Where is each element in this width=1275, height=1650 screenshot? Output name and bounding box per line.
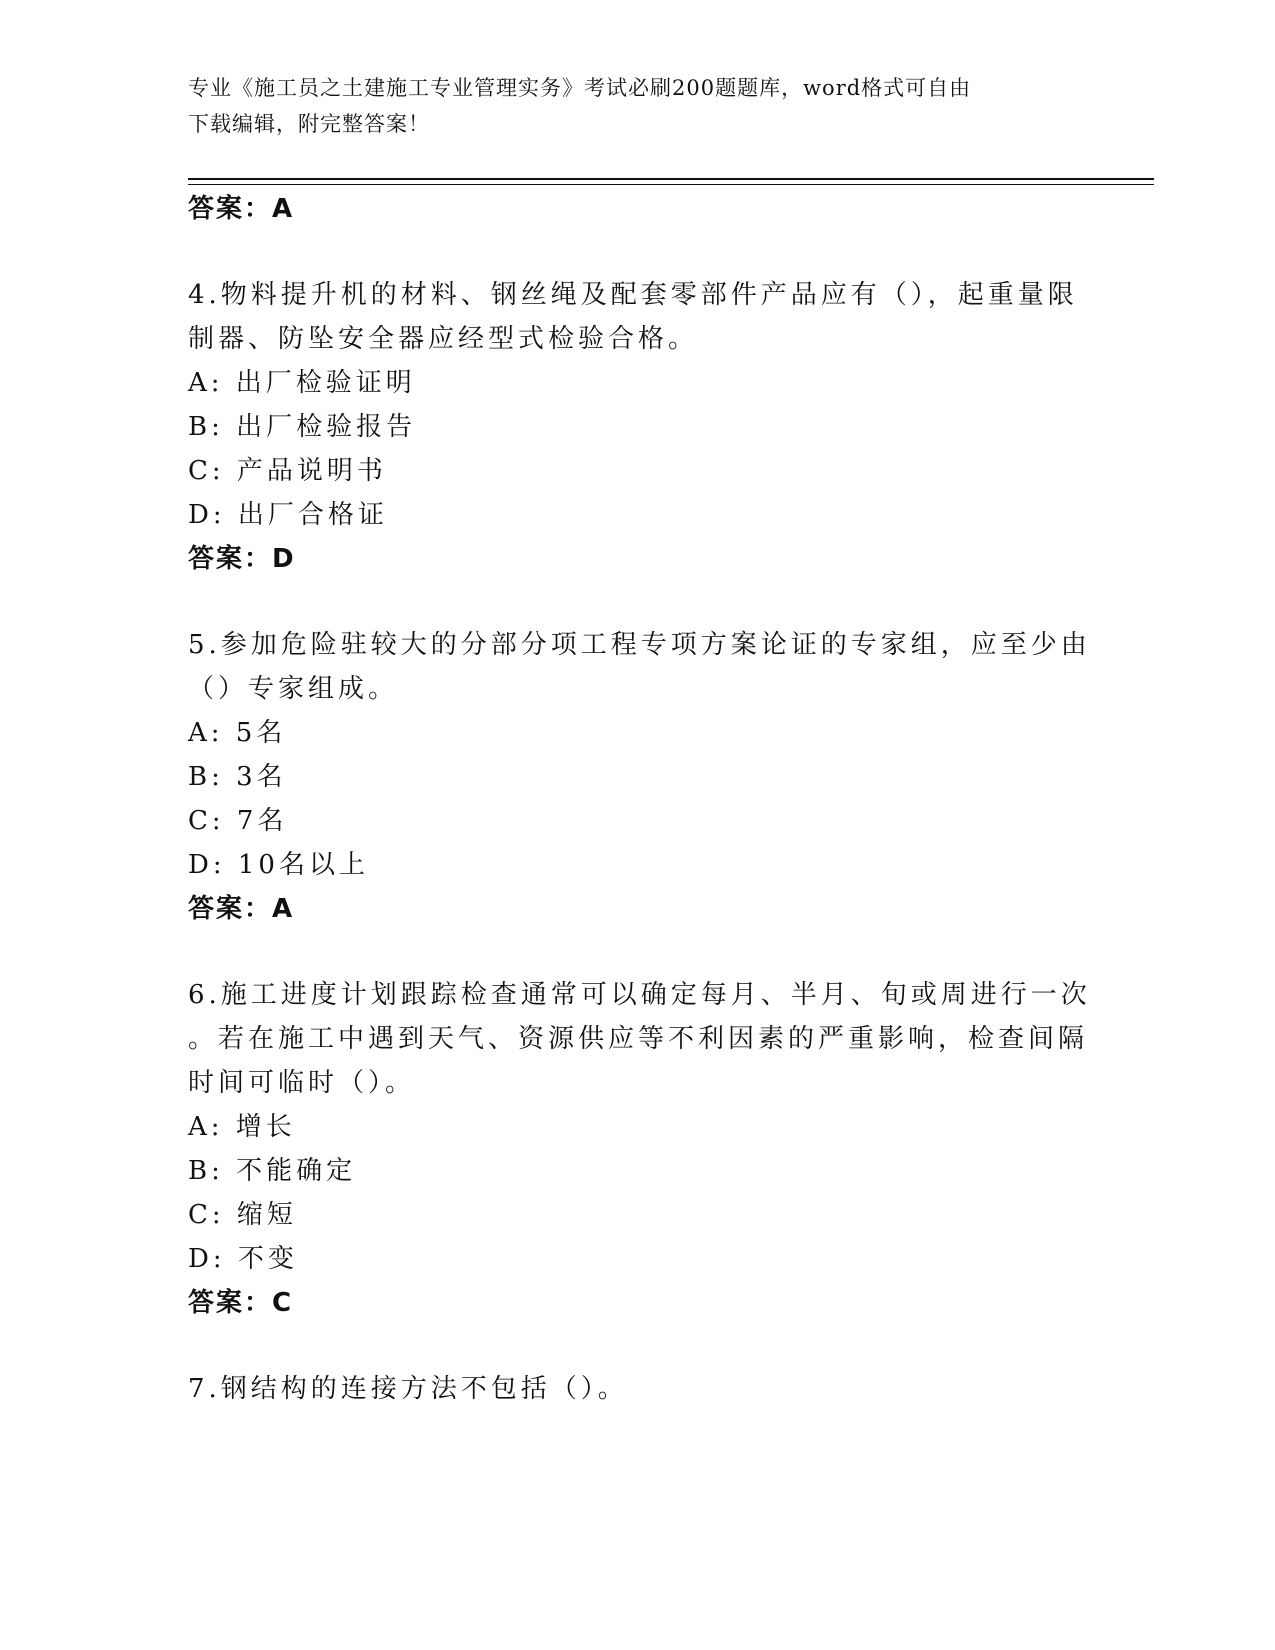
- q5-option-c: C: 7名: [188, 806, 288, 836]
- header-line-2: 下载编辑，附完整答案！: [188, 112, 430, 136]
- q6-option-b: B: 不能确定: [188, 1156, 357, 1186]
- q5-stem-line-1: 5.参加危险驻较大的分部分项工程专项方案论证的专家组，应至少由: [188, 630, 1091, 660]
- header-rule-thin: [188, 184, 1154, 185]
- q6-stem-line-3: 时间可临时（）。: [188, 1068, 416, 1098]
- answer-prev: 答案：A: [188, 194, 295, 224]
- q5-option-d: D: 10名以上: [188, 850, 369, 880]
- q4-option-a: A: 出厂检验证明: [188, 368, 416, 398]
- q4-stem-line-1: 4.物料提升机的材料、钢丝绳及配套零部件产品应有（），起重量限: [188, 280, 1078, 310]
- q6-stem-line-2: 。若在施工中遇到天气、资源供应等不利因素的严重影响，检查间隔: [188, 1024, 1089, 1054]
- q6-answer: 答案：C: [188, 1288, 294, 1318]
- q5-answer: 答案：A: [188, 894, 295, 924]
- q5-option-b: B: 3名: [188, 762, 287, 792]
- q4-option-d: D: 出厂合格证: [188, 500, 388, 530]
- q4-stem-line-2: 制器、防坠安全器应经型式检验合格。: [188, 324, 699, 354]
- q6-option-c: C: 缩短: [188, 1200, 297, 1230]
- q5-stem-line-2: （）专家组成。: [188, 674, 399, 704]
- q4-answer: 答案：D: [188, 544, 296, 574]
- q5-option-a: A: 5名: [188, 718, 287, 748]
- document-header: [188, 70, 1088, 142]
- q6-option-a: A: 增长: [188, 1112, 296, 1142]
- q6-stem-line-1: 6.施工进度计划跟踪检查通常可以确定每月、半月、旬或周进行一次: [188, 980, 1091, 1010]
- header-line-1: 专业《施工员之土建施工专业管理实务》考试必刷200题题库，word格式可自由: [188, 76, 972, 100]
- q6-option-d: D: 不变: [188, 1244, 298, 1274]
- q4-option-c: C: 产品说明书: [188, 456, 387, 486]
- q7-stem-line-1: 7.钢结构的连接方法不包括（）。: [188, 1374, 628, 1404]
- header-rule-thick: [188, 178, 1154, 180]
- q4-option-b: B: 出厂检验报告: [188, 412, 417, 442]
